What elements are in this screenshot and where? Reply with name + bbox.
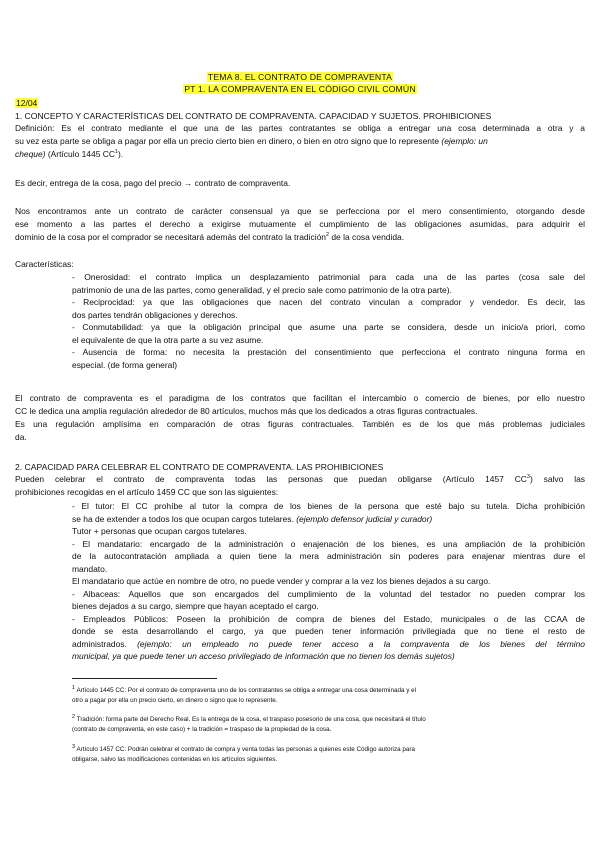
footnote-1: $^1$ Artículo 1445 CC: Por el contrato de compraventa uno de los contratantes se obliga a entregar una cosa determinada y el otro a pagar por ella un precio cierto, en dinero o signo que lo represente. xyxy=(72,685,417,704)
title-highlight: TEMA 8. EL CONTRATO DE COMPRAVENTA xyxy=(207,72,393,82)
section1-heading: 1. CONCEPTO Y CARACTERÍSTICAS DEL CONTRATO DE COMPRAVENTA. CAPACIDAD Y SUJETOS. PROHIBICIONES xyxy=(15,111,492,121)
document-subtitle xyxy=(0,84,600,94)
section2-heading: 2. CAPACIDAD PARA CELEBRAR EL CONTRATO DE COMPRAVENTA. LAS PROHIBICIONES xyxy=(15,462,384,472)
list-item: - Empleados Públicos: Poseen la prohibición de compra de bienes del Estado, municipales o de las CCAA de xyxy=(72,613,585,624)
list-item: - Reciprocidad: ya que las obligaciones que nacen del contrato vinculan a comprador y vendedor. Es decir, las xyxy=(72,297,585,307)
definition-paragraph: Definición: Es el contrato mediante el que una de las partes contratantes se obliga a entregar una cosa determinada a otra y a su vez esta parte se obliga a pagar por ella un precio cierto bien en dinero, o bien en otro signo que lo represente (ejemplo: un cheque) (Artículo 1445 $CC^1$). xyxy=(15,123,585,159)
list-item: Tutor + personas que ocupan cargos tutelares. xyxy=(72,526,247,536)
list-item: patrimonio de una de las partes, como generalidad, y el precio sale como patrimonio de la otra parte). xyxy=(72,284,452,295)
footnote-2: $^2$ Tradición: forma parte del Derecho Real. Es la entrega de la cosa, el traspaso posesorio de una cosa, que necesitará el título (contrato de compraventa, en este caso) + la tradición = traspaso de la propiedad de la cosa. xyxy=(72,714,426,733)
list-item: - Albaceas: Aquellos que son encargados del cumplimiento de la voluntad del testador no pueden comprar los xyxy=(72,588,585,599)
list-item: administrados. (ejemplo: un empleado no puede tener acceso a la compraventa de los bienes del término xyxy=(72,638,585,649)
list-item: de la autocontratación ampliada a quien tiene la mera administración sin poderes para enajenar mientras dure el xyxy=(72,551,585,561)
footnote-3: $^3$ Artículo 1457 CC: Podrán celebrar el contrato de compra y venta todas las personas a quienes este Código autoriza para obligarse, salvo las modificaciones contenidas en los artículos siguientes. xyxy=(72,744,415,763)
list-item: El mandatario que actúe en nombre de otro, no puede vender y comprar a la vez los bienes dejados a su cargo. xyxy=(72,576,491,586)
document-title xyxy=(0,72,600,82)
list-item: - Ausencia de forma: no necesita la prestación del consentimiento que perfecciona el contrato ninguna forma en xyxy=(72,347,585,357)
list-item: - Conmutabilidad: ya que la obligación principal que asume una parte se considera, desde un inicio/a priori, como xyxy=(72,322,585,332)
list-item: el equivalente de que la otra parte a su vez asume. xyxy=(72,334,264,345)
consensual-paragraph: Nos encontramos ante un contrato de carácter consensual ya que se perfecciona por el mero consentimiento, otorgando desde ese momento a las partes el derecho a exigirse mutuamente el cumplimiento de las obligaciones asumidas, para adquirir el dominio de la cosa por el comprador se necesitará además del contrato la tradición$^2$ de la cosa vendida. xyxy=(15,206,585,242)
paradigm-paragraph: El contrato de compraventa es el paradigma de los contratos que facilitan el intercambio o comercio de bienes, por ello nuestro CC le dedica una amplia regulación alrededor de 80 artículos, muchos más que los dedicados a otras figuras contractuales. Es una regulación amplísima en comparación de otras figuras contractuales. También es de los que más problemas judiciales da. xyxy=(15,393,585,442)
list-item: municipal, ya que puede tener un acceso privilegiado de información que no tienen los demás sujetos) xyxy=(72,651,455,661)
date-label: 12/04 xyxy=(16,98,38,108)
list-item: donde se esta desarrollando el cargo, ya que pueden tener información privilegiada que no tiene el resto de xyxy=(72,626,585,636)
list-item: mandato. xyxy=(72,563,108,574)
footnote-divider xyxy=(72,678,217,679)
characteristics-label: Características: xyxy=(15,259,74,269)
summary-paragraph: Es decir, entrega de la cosa, pago del precio → contrato de compraventa. xyxy=(15,178,291,188)
list-item: bienes dejados a su cargo, siempre que hayan aceptado el cargo. xyxy=(72,601,319,611)
characteristics-list xyxy=(72,271,585,371)
list-item: - El tutor: El CC prohíbe al tutor la compra de los bienes de la persona que esté bajo su tutela. Dicha prohibición xyxy=(72,501,585,511)
list-item: especial. (de forma general) xyxy=(72,359,178,370)
list-item: dos partes tendrán obligaciones y derechos. xyxy=(72,309,238,320)
prohibitions-list xyxy=(72,500,585,663)
list-item: se ha de extender a todos los que ocupan cargos tutelares. (ejemplo defensor judicial y curador) xyxy=(72,513,433,524)
list-item: - Onerosidad: el contrato implica un desplazamiento patrimonial para cada una de las partes (cosa sale del xyxy=(72,272,585,282)
capacity-intro: Pueden celebrar el contrato de compraventa todas las personas que puedan obligarse (Artículo 1457 $CC^3$) salvo las prohibiciones recogidas en el artículo 1459 CC que son las siguientes: xyxy=(15,474,585,497)
list-item: - El mandatario: encargado de la administración o enajenación de los bienes, es una ampliación de la prohibición xyxy=(72,538,585,549)
subtitle-highlight: PT 1. LA COMPRAVENTA EN EL CÓDIGO CIVIL COMÚN xyxy=(184,84,416,94)
